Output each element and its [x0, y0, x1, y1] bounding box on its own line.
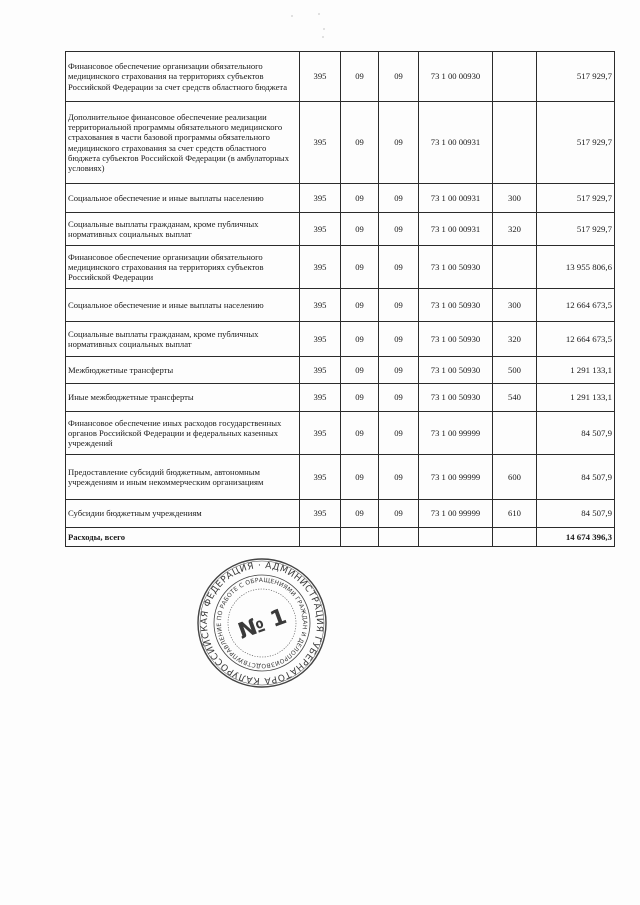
- expense-name: Финансовое обеспечение иных расходов государственных органов Российской Федерации и федеральных казенных учреждений: [66, 412, 300, 455]
- expense-type-code: 540: [493, 384, 537, 412]
- grbs-code: 395: [300, 384, 341, 412]
- total-empty-cell: [493, 528, 537, 547]
- target-article-code: 73 1 00 00931: [419, 184, 493, 213]
- grbs-code: 395: [300, 52, 341, 102]
- expense-type-code: 610: [493, 500, 537, 528]
- grbs-code: 395: [300, 213, 341, 246]
- amount: 84 507,9: [537, 500, 615, 528]
- official-seal-stamp: [196, 557, 328, 689]
- expense-type-code: [493, 412, 537, 455]
- expense-type-code: 320: [493, 322, 537, 357]
- seal-center-number: № 1: [235, 604, 291, 645]
- expense-name: Социальное обеспечение и иные выплаты населению: [66, 289, 300, 322]
- expense-name: Иные межбюджетные трансферты: [66, 384, 300, 412]
- seal-inner-text: УПРАВЛЕНИЕ ПО РАБОТЕ С ОБРАЩЕНИЯМИ ГРАЖДАН И ДЕЛОПРОИЗВОДСТВУ: [215, 576, 309, 670]
- table-row: [66, 384, 615, 412]
- table-row: [66, 412, 615, 455]
- total-amount: 14 674 396,3: [537, 528, 615, 547]
- subsection-code: 09: [379, 357, 419, 384]
- expense-type-code: 600: [493, 455, 537, 500]
- section-code: 09: [341, 322, 379, 357]
- target-article-code: 73 1 00 50930: [419, 357, 493, 384]
- expense-type-code: 300: [493, 184, 537, 213]
- table-body: [66, 52, 615, 547]
- expense-type-code: [493, 102, 537, 184]
- target-article-code: 73 1 00 00931: [419, 102, 493, 184]
- target-article-code: 73 1 00 50930: [419, 289, 493, 322]
- grbs-code: 395: [300, 412, 341, 455]
- expense-type-code: [493, 246, 537, 289]
- expense-type-code: 320: [493, 213, 537, 246]
- amount: 1 291 133,1: [537, 384, 615, 412]
- table-row: [66, 184, 615, 213]
- amount: 517 929,7: [537, 102, 615, 184]
- table-row: [66, 102, 615, 184]
- subsection-code: 09: [379, 102, 419, 184]
- total-empty-cell: [300, 528, 341, 547]
- expense-name: Финансовое обеспечение организации обязательного медицинского страхования на территориях субъектов Российской Федерации за счет средств областного бюджета: [66, 52, 300, 102]
- expense-type-code: 300: [493, 289, 537, 322]
- expense-name: Социальные выплаты гражданам, кроме публичных нормативных социальных выплат: [66, 322, 300, 357]
- amount: 13 955 806,6: [537, 246, 615, 289]
- section-code: 09: [341, 412, 379, 455]
- table-row: [66, 322, 615, 357]
- amount: 517 929,7: [537, 213, 615, 246]
- section-code: 09: [341, 455, 379, 500]
- grbs-code: 395: [300, 246, 341, 289]
- section-code: 09: [341, 102, 379, 184]
- target-article-code: 73 1 00 00931: [419, 213, 493, 246]
- grbs-code: 395: [300, 184, 341, 213]
- subsection-code: 09: [379, 384, 419, 412]
- expense-name: Субсидии бюджетным учреждениям: [66, 500, 300, 528]
- expense-name: Дополнительное финансовое обеспечение реализации территориальной программы обязательного медицинского страхования в части базовой программы обязательного медицинского страхования за счет средств областного бюджета субъектов Российской Федерации (в амбулаторных условиях): [66, 102, 300, 184]
- expense-name: Социальные выплаты гражданам, кроме публичных нормативных социальных выплат: [66, 213, 300, 246]
- total-empty-cell: [341, 528, 379, 547]
- target-article-code: 73 1 00 50930: [419, 384, 493, 412]
- amount: 517 929,7: [537, 184, 615, 213]
- section-code: 09: [341, 246, 379, 289]
- expense-name: Предоставление субсидий бюджетным, автономным учреждениям и иным некоммерческим организациям: [66, 455, 300, 500]
- grbs-code: 395: [300, 322, 341, 357]
- amount: 517 929,7: [537, 52, 615, 102]
- section-code: 09: [341, 52, 379, 102]
- section-code: 09: [341, 384, 379, 412]
- target-article-code: 73 1 00 50930: [419, 246, 493, 289]
- total-empty-cell: [379, 528, 419, 547]
- subsection-code: 09: [379, 213, 419, 246]
- table-row: [66, 246, 615, 289]
- subsection-code: 09: [379, 289, 419, 322]
- table-row: [66, 500, 615, 528]
- expense-name: Финансовое обеспечение организации обязательного медицинского страхования на территориях субъектов Российской Федерации: [66, 246, 300, 289]
- expense-name: Социальное обеспечение и иные выплаты населению: [66, 184, 300, 213]
- budget-expenses-table: [65, 51, 615, 547]
- subsection-code: 09: [379, 184, 419, 213]
- amount: 1 291 133,1: [537, 357, 615, 384]
- subsection-code: 09: [379, 52, 419, 102]
- amount: 84 507,9: [537, 455, 615, 500]
- grbs-code: 395: [300, 289, 341, 322]
- target-article-code: 73 1 00 50930: [419, 322, 493, 357]
- subsection-code: 09: [379, 500, 419, 528]
- grbs-code: 395: [300, 102, 341, 184]
- target-article-code: 73 1 00 99999: [419, 412, 493, 455]
- section-code: 09: [341, 213, 379, 246]
- total-empty-cell: [419, 528, 493, 547]
- expense-name: Межбюджетные трансферты: [66, 357, 300, 384]
- total-row: [66, 528, 615, 547]
- subsection-code: 09: [379, 322, 419, 357]
- table-row: [66, 357, 615, 384]
- grbs-code: 395: [300, 500, 341, 528]
- section-code: 09: [341, 357, 379, 384]
- amount: 12 664 673,5: [537, 322, 615, 357]
- table-row: [66, 213, 615, 246]
- subsection-code: 09: [379, 246, 419, 289]
- table-row: [66, 52, 615, 102]
- expense-type-code: 500: [493, 357, 537, 384]
- target-article-code: 73 1 00 99999: [419, 500, 493, 528]
- expense-type-code: [493, 52, 537, 102]
- amount: 12 664 673,5: [537, 289, 615, 322]
- section-code: 09: [341, 289, 379, 322]
- subsection-code: 09: [379, 412, 419, 455]
- target-article-code: 73 1 00 99999: [419, 455, 493, 500]
- target-article-code: 73 1 00 00930: [419, 52, 493, 102]
- scan-marks: [288, 10, 348, 40]
- grbs-code: 395: [300, 357, 341, 384]
- total-label: Расходы, всего: [66, 528, 300, 547]
- subsection-code: 09: [379, 455, 419, 500]
- seal-outer-text: РОССИЙСКАЯ ФЕДЕРАЦИЯ · АДМИНИСТРАЦИЯ ГУБЕРНАТОРА КАЛУЖСКОЙ: [199, 560, 325, 686]
- grbs-code: 395: [300, 455, 341, 500]
- table-row: [66, 455, 615, 500]
- section-code: 09: [341, 184, 379, 213]
- amount: 84 507,9: [537, 412, 615, 455]
- table-row: [66, 289, 615, 322]
- section-code: 09: [341, 500, 379, 528]
